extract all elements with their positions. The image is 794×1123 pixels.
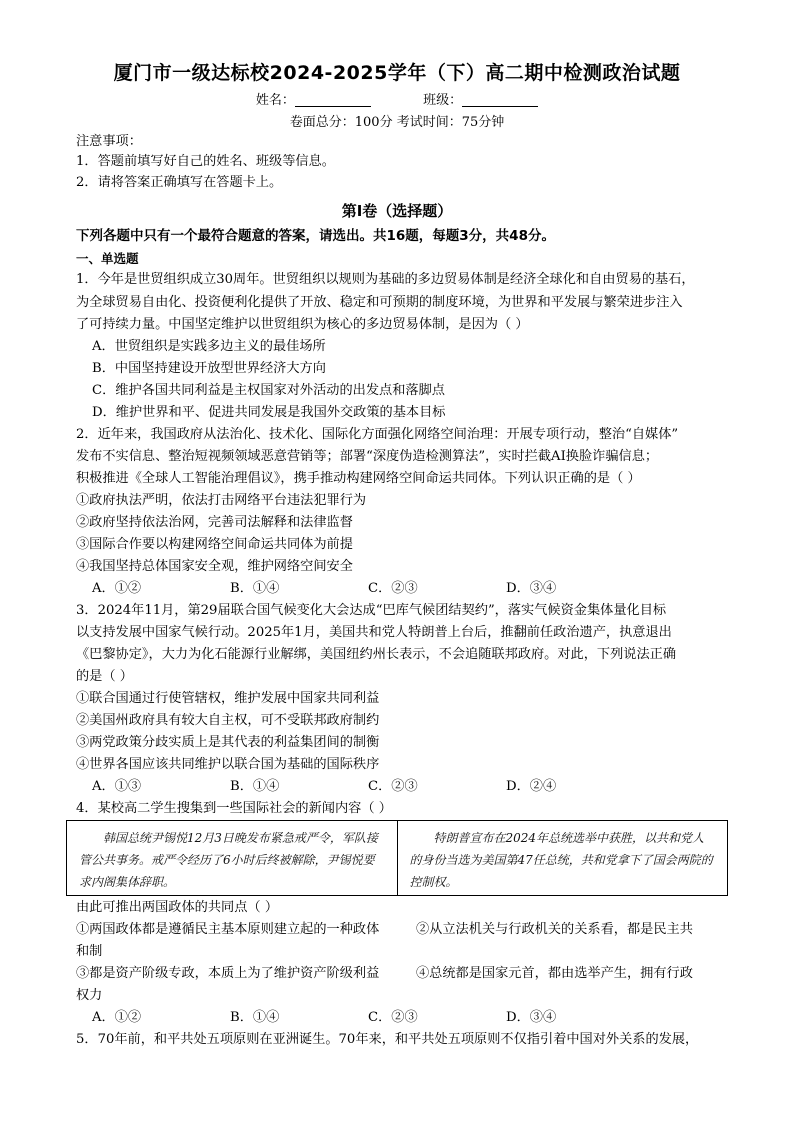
q4-infer: 由此可推出两国政体的共同点（ ） (76, 900, 279, 915)
question-type: 一、单选题 (76, 251, 139, 266)
q4-option-c: C．②③ (368, 1010, 418, 1025)
q2-stem-line: 2．近年来，我国政府从法治化、技术化、国际化方面强化网络空间治理：开展专项行动，整治“自媒体” (76, 427, 679, 442)
q2-statement: ①政府执法严明，依法打击网络平台违法犯罪行为 (76, 493, 367, 508)
news-table (66, 820, 728, 896)
q4-statement-4-cont: 权力 (76, 988, 103, 1003)
q2-option-c: C．②③ (368, 581, 418, 596)
q3-stem-line: 以支持发展中国家气候行动。2025年1月，美国共和党人特朗普上台后，推翻前任政治遗产，执意退出 (76, 625, 672, 640)
q3-statement: ①联合国通过行使管辖权，维护发展中国家共同利益 (76, 691, 380, 706)
q4-statement-4: ④总统都是国家元首，都由选举产生，拥有行政 (416, 966, 693, 981)
class-label: 班级： (423, 93, 463, 108)
q4-options (92, 1008, 644, 1028)
q4-option-d: D．③④ (506, 1010, 557, 1025)
q4-option-a: A．①② (92, 1010, 142, 1025)
q2-option-b: B．①④ (230, 581, 280, 596)
q3-stem-line: 3．2024年11月，第29届联合国气候变化大会达成“巴库气候团结契约”，落实气候资金集体量化目标 (76, 603, 667, 618)
q3-option-b: B．①④ (230, 779, 280, 794)
exam-title: 厦门市一级达标校2024-2025学年（下）高二期中检测政治试题 (113, 62, 681, 84)
q4-option-b: B．①④ (230, 1010, 280, 1025)
score-time: 卷面总分：100分 考试时间：75分钟 (289, 115, 505, 130)
q4-statement-2: ②从立法机关与行政机关的关系看，都是民主共 (416, 922, 693, 937)
q1-option-b: B．中国坚持建设开放型世界经济大方向 (92, 361, 326, 376)
news-usa: 特朗普宣布在2024年总统选举中获胜，以共和党人的身份当选为美国第47任总统，共和党拿下了国会两院的控制权。 (397, 821, 728, 895)
q3-option-c: C．②③ (368, 779, 418, 794)
q1-stem-line: 1．今年是世贸组织成立30周年。世贸组织以规则为基础的多边贸易体制是经济全球化和自由贸易的基石， (76, 272, 695, 287)
q1-stem-line: 为全球贸易自由化、投资便利化提供了开放、稳定和可预期的制度环境，为世界和平发展与繁荣进步注入 (76, 295, 683, 310)
q2-statement: ③国际合作要以构建网络空间命运共同体为前提 (76, 537, 353, 552)
q3-stem-line: 《巴黎协定》，大力为化石能源行业解绑，美国纽约州长表示，不会追随联邦政府。对此，下列说法正确 (76, 647, 677, 662)
q3-option-d: D．②④ (506, 779, 557, 794)
note-item: 1．答题前填写好自己的姓名、班级等信息。 (76, 154, 335, 169)
q1-stem-line: 了可持续力量。中国坚定维护以世贸组织为核心的多边贸易体制，是因为（ ） (76, 317, 529, 332)
q3-statement: ④世界各国应该共同维护以联合国为基础的国际秩序 (76, 757, 380, 772)
q2-statement: ②政府坚持依法治网，完善司法解释和法律监督 (76, 515, 353, 530)
q2-stem-line: 积极推进《全球人工智能治理倡议》，携手推动构建网络空间命运共同体。下列认识正确的是（ ） (76, 471, 641, 486)
q1-option-c: C．维护各国共同利益是主权国家对外活动的出发点和落脚点 (92, 383, 445, 398)
q2-stem-line: 发布不实信息、整治短视频领域恶意营销等；部署“深度伪造检测算法”，实时拦截AI换脸诈骗信息； (76, 449, 659, 464)
part1-title: 第Ⅰ卷（选择题） (341, 202, 453, 220)
name-blank[interactable] (295, 92, 371, 107)
q4-stem: 4．某校高二学生搜集到一些国际社会的新闻内容（ ） (76, 801, 392, 816)
q4-statement-3: ③都是资产阶级专政，本质上为了维护资产阶级利益 (76, 966, 380, 981)
note-item: 2．请将答案正确填写在答题卡上。 (76, 175, 283, 190)
notes-heading: 注意事项： (76, 134, 142, 149)
q4-statement-1: ①两国政体都是遵循民主基本原则建立起的一种政体 (76, 922, 380, 937)
class-blank[interactable] (462, 92, 538, 107)
part1-instruction: 下列各题中只有一个最符合题意的答案，请选出。共16题，每题3分，共48分。 (76, 228, 555, 244)
q2-option-d: D．③④ (506, 581, 557, 596)
q1-option-d: D．维护世界和平、促进共同发展是我国外交政策的基本目标 (92, 405, 446, 420)
q2-statement: ④我国坚持总体国家安全观，维护网络空间安全 (76, 559, 353, 574)
q3-options (92, 777, 644, 797)
q1-option-a: A．世贸组织是实践多边主义的最佳场所 (92, 339, 326, 354)
news-korea: 韩国总统尹锡悦12月3日晚发布紧急戒严令，军队接管公共事务。戒严令经历了6小时后终被解除，尹锡悦要求内阁集体辞职。 (79, 831, 378, 889)
q3-stem-line: 的是（ ） (76, 669, 133, 684)
name-label: 姓名： (255, 93, 295, 108)
q3-option-a: A．①③ (92, 779, 142, 794)
q2-option-a: A．①② (92, 581, 142, 596)
student-info-row (0, 89, 794, 108)
q2-options (92, 579, 644, 599)
q3-statement: ②美国州政府具有较大自主权，可不受联邦政府制约 (76, 713, 380, 728)
q3-statement: ③两党政策分歧实质上是其代表的利益集团间的制衡 (76, 735, 380, 750)
q4-statement-2-cont: 和制 (76, 944, 103, 959)
q5-stem-line: 5．70年前，和平共处五项原则在亚洲诞生。70年来，和平共处五项原则不仅指引着中国对外关系的发展， (76, 1032, 699, 1047)
